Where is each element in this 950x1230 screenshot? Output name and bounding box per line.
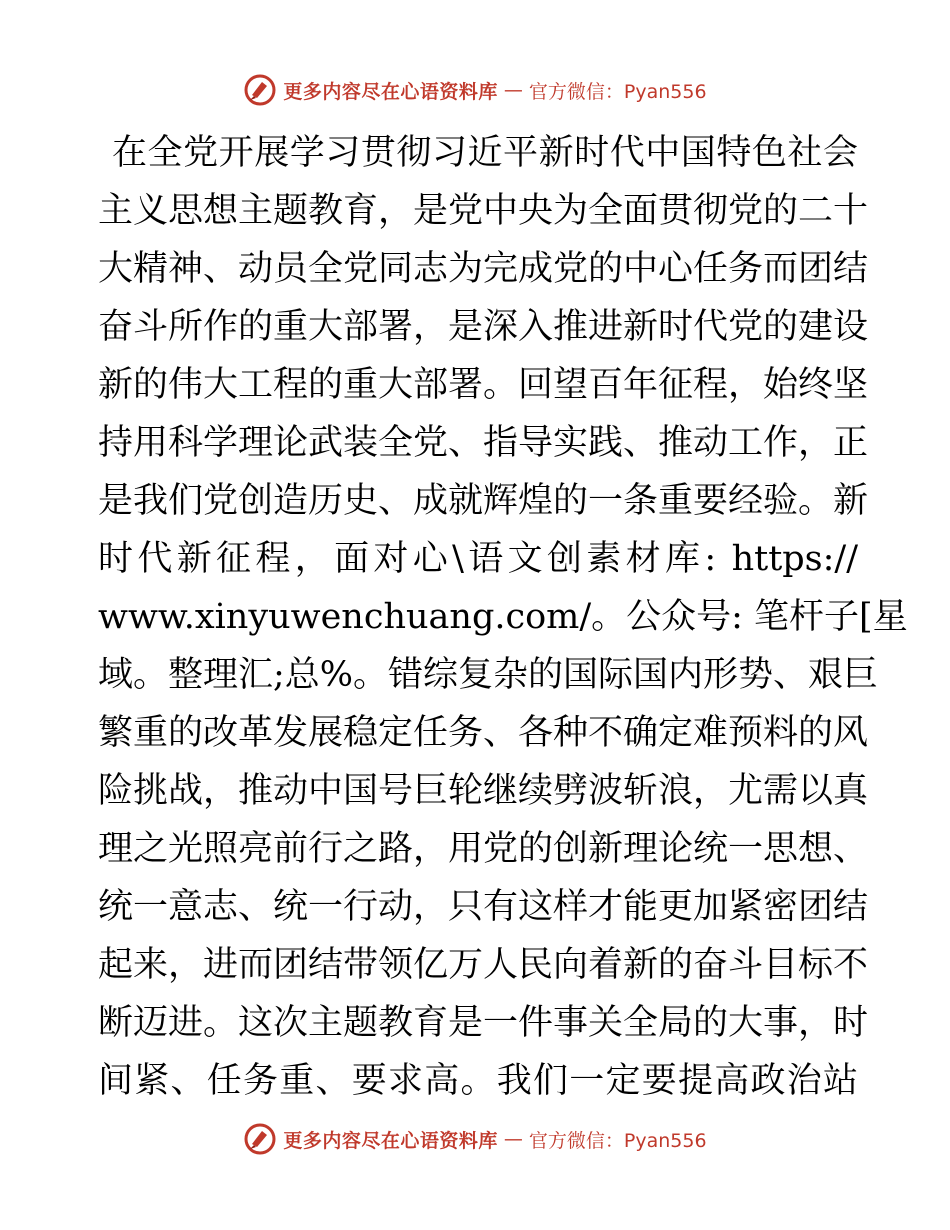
body-line: 断迈进。这次主题教育是一件事关全局的大事，时 — [98, 1003, 869, 1043]
header-promo-text: 更多内容尽在心语资料库 — [283, 80, 498, 103]
body-line: 新的伟大工程的重大部署。回望百年征程，始终坚 — [98, 365, 869, 405]
brand-logo-icon — [243, 1122, 277, 1156]
footer-separator: — — [503, 1128, 523, 1150]
body-line: 奋斗所作的重大部署，是深入推进新时代党的建设 — [98, 307, 869, 347]
header-banner — [0, 72, 950, 108]
body-line: 主义思想主题教育，是党中央为全面贯彻党的二十 — [98, 191, 869, 231]
header-separator: — — [503, 79, 523, 101]
body-line: 在全党开展学习贯彻习近平新时代中国特色社会 — [112, 133, 858, 173]
body-line: 统一意志、统一行动，只有这样才能更加紧密团结 — [98, 887, 869, 927]
body-line: 大精神、动员全党同志为完成党的中心任务而团结 — [98, 249, 869, 289]
body-line: www.xinyuwenchuang.com/。公众号: 笔杆子[星 — [98, 597, 908, 637]
footer-contact-text: 官方微信：Pyan556 — [528, 1129, 707, 1152]
body-line: 繁重的改革发展稳定任务、各种不确定难预料的风 — [98, 713, 869, 753]
body-line: 持用科学理论武装全党、指导实践、推动工作，正 — [98, 423, 869, 463]
footer-promo-text: 更多内容尽在心语资料库 — [283, 1129, 498, 1152]
body-line: 是我们党创造历史、成就辉煌的一条重要经验。新 — [98, 481, 869, 521]
body-line: 间紧、任务重、要求高。我们一定要提高政治站 — [98, 1061, 858, 1101]
body-line: 域。整理汇;总%。错综复杂的国际国内形势、艰巨 — [98, 655, 879, 695]
body-line: 险挑战，推动中国号巨轮继续劈波斩浪，尤需以真 — [98, 771, 869, 811]
document-body — [98, 124, 908, 1110]
body-line: 理之光照亮前行之路，用党的创新理论统一思想、 — [98, 829, 869, 869]
body-line: 起来，进而团结带领亿万人民向着新的奋斗目标不 — [98, 945, 869, 985]
body-line: 时代新征程，面对心\语文创素材库: https:// — [98, 539, 858, 579]
footer-banner — [0, 1121, 950, 1157]
header-contact-text: 官方微信：Pyan556 — [528, 80, 707, 103]
brand-logo-icon — [243, 73, 277, 107]
